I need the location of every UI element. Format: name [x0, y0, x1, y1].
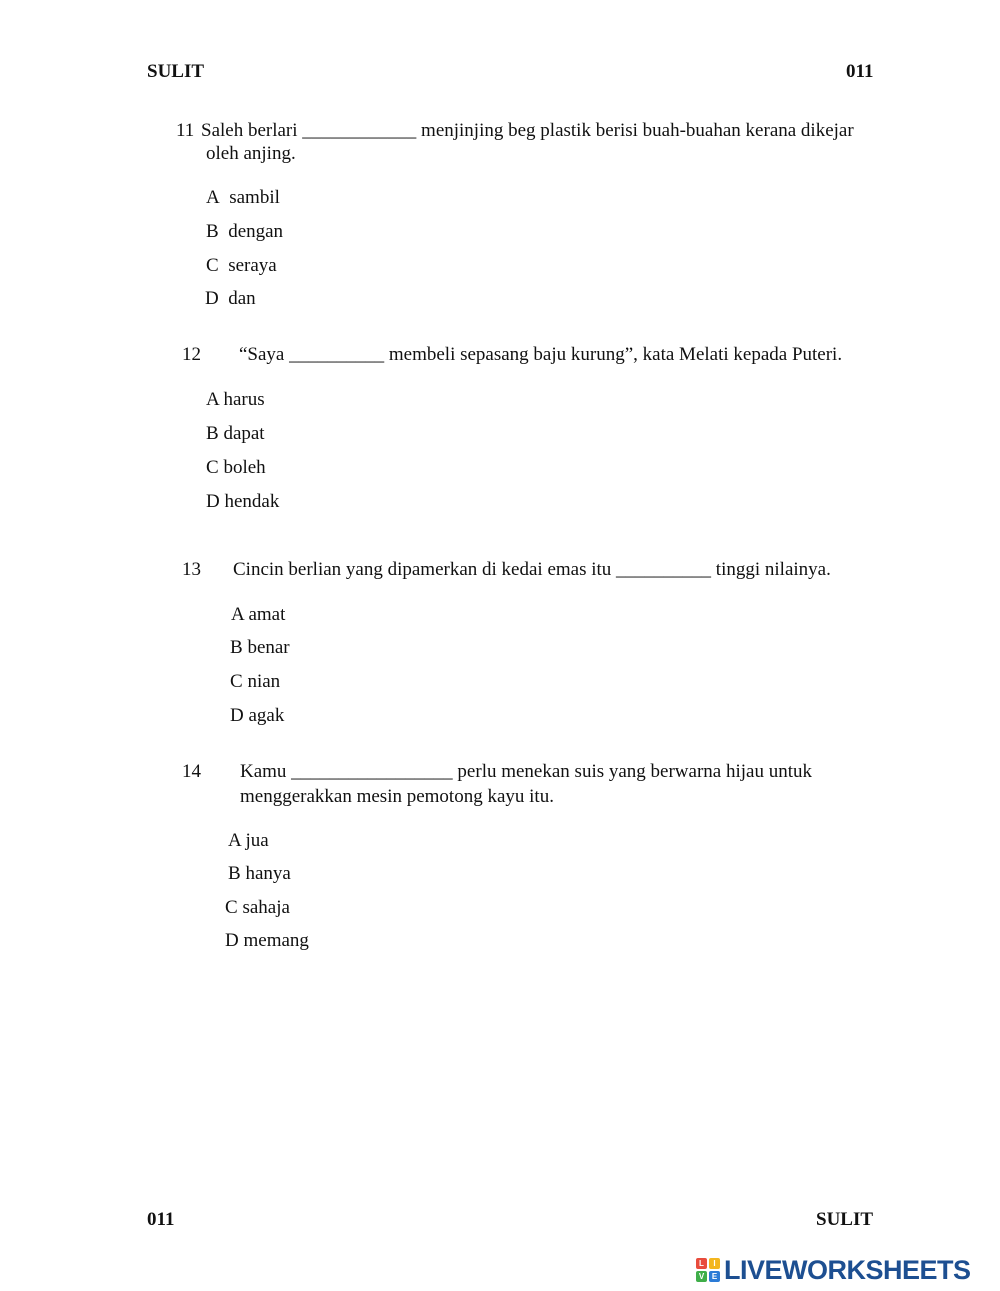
option-b[interactable] — [228, 862, 291, 886]
option-d[interactable] — [205, 287, 256, 311]
option-text: sahaja — [242, 897, 290, 918]
option-text: nian — [247, 671, 281, 692]
option-text: jua — [245, 830, 269, 851]
question-number: 11 — [176, 120, 195, 141]
option-text: amat — [248, 604, 286, 625]
option-letter: D — [205, 288, 219, 309]
option-letter: A — [206, 187, 220, 208]
liveworksheets-logo — [696, 1255, 971, 1285]
option-letter: B — [206, 221, 219, 242]
footer-left: 011 — [147, 1209, 175, 1230]
logo-square: V — [696, 1271, 707, 1282]
logo-squares-icon — [696, 1258, 720, 1282]
option-text: agak — [248, 705, 285, 726]
question-number: 12 — [182, 344, 201, 365]
option-letter: D — [206, 491, 220, 512]
option-c[interactable] — [225, 896, 290, 920]
option-text: memang — [243, 930, 309, 951]
option-c[interactable] — [206, 456, 266, 480]
option-text: benar — [247, 637, 290, 658]
question-number: 13 — [182, 559, 201, 580]
header-right: 011 — [846, 61, 874, 82]
option-letter: B — [230, 637, 243, 658]
option-d[interactable] — [225, 929, 309, 953]
logo-square: E — [709, 1271, 720, 1282]
option-text: hendak — [224, 491, 280, 512]
footer-right: SULIT — [816, 1209, 874, 1230]
option-c[interactable] — [206, 254, 277, 278]
option-letter: B — [228, 863, 241, 884]
option-d[interactable] — [206, 490, 279, 514]
option-letter: A — [228, 830, 241, 851]
option-letter: B — [206, 423, 219, 444]
option-text: sambil — [229, 187, 280, 208]
question-number: 14 — [182, 761, 201, 782]
question-text: Cincin berlian yang dipamerkan di kedai emas itu __________ tinggi nilainya. — [233, 559, 831, 580]
logo-square: L — [696, 1258, 707, 1269]
question-text: Kamu _________________ perlu menekan suis yang berwarna hijau untuk — [240, 761, 812, 782]
option-letter: C — [206, 255, 219, 276]
option-letter: A — [206, 389, 219, 410]
option-text: harus — [223, 389, 265, 410]
question-text-continued: menggerakkan mesin pemotong kayu itu. — [240, 786, 554, 807]
question-text-continued: oleh anjing. — [206, 143, 296, 164]
question-text: “Saya __________ membeli sepasang baju kurung”, kata Melati kepada Puteri. — [239, 344, 843, 365]
option-letter: C — [206, 457, 219, 478]
option-letter: C — [225, 897, 238, 918]
option-text: hanya — [245, 863, 291, 884]
option-text: boleh — [223, 457, 266, 478]
option-letter: C — [230, 671, 243, 692]
option-text: dengan — [228, 221, 284, 242]
option-letter: D — [230, 705, 244, 726]
option-b[interactable] — [230, 636, 290, 660]
option-a[interactable] — [231, 603, 285, 627]
option-text: seraya — [228, 255, 277, 276]
option-letter: D — [225, 930, 239, 951]
option-text: dapat — [223, 423, 265, 444]
option-b[interactable] — [206, 422, 265, 446]
option-d[interactable] — [230, 704, 284, 728]
header-left: SULIT — [147, 61, 205, 82]
option-c[interactable] — [230, 670, 280, 694]
option-a[interactable] — [228, 829, 269, 853]
option-text: dan — [228, 288, 256, 309]
option-b[interactable] — [206, 220, 283, 244]
logo-square: I — [709, 1258, 720, 1269]
option-a[interactable] — [206, 186, 280, 210]
logo-text: LIVEWORKSHEETS — [724, 1255, 971, 1285]
question-text: Saleh berlari ____________ menjinjing beg plastik berisi buah-buahan kerana dikejar — [201, 120, 854, 141]
option-a[interactable] — [206, 388, 265, 412]
option-letter: A — [231, 604, 244, 625]
